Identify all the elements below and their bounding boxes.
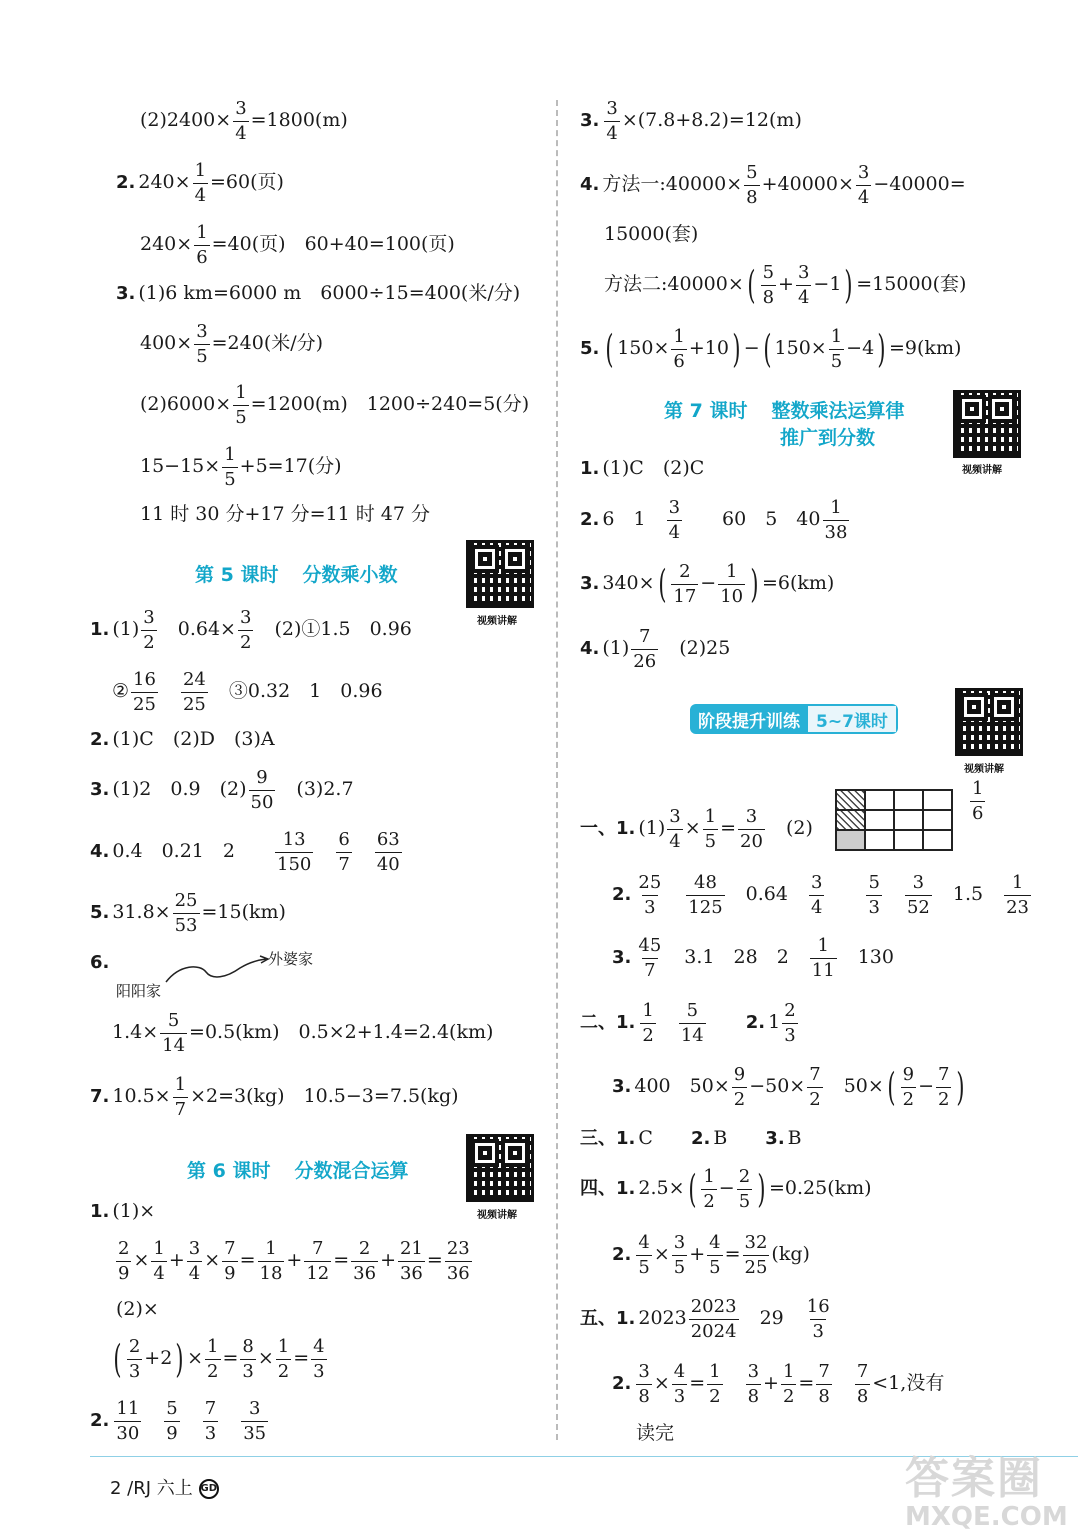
answer-line: 2. $\frac{25}{3}$ $\frac{48}{125}$ 0.64 $\frac{3}{4}$ $\frac{5}{3}$ $\frac{3}{52}$ 1.5 $\frac{1}{23}$: [612, 871, 1029, 918]
answer-line: 1. (1)C (2)C: [580, 457, 705, 479]
fraction-grid-diagram: [835, 789, 953, 851]
answer-line: $\frac{2}{9}$ × $\frac{1}{4}$ + $\frac{3}{4}$ × $\frac{7}{9}$ = $\frac{1}{18}$ + $\frac{7}{12}$ = $\frac{2}{36}$ + $\frac{21}{36}$ = $\frac{23}{36}$: [118, 1237, 470, 1284]
qr-label: 视频讲解: [964, 764, 1004, 775]
qr-code-icon[interactable]: [953, 390, 1021, 458]
watermark: 答案圈 MXQE.COM: [905, 1453, 1068, 1532]
answer-line: 4. 0.4 0.21 2 $\frac{13}{150}$ $\frac{6}{7}$ $\frac{63}{40}$: [90, 828, 400, 875]
qr-label: 视频讲解: [962, 465, 1002, 476]
answer-line: 15000(套): [604, 223, 699, 245]
answer-line: 3. $\frac{3}{4}$ ×(7.8+8.2)=12(m): [580, 97, 802, 144]
answer-fraction: $\frac{1}{6}$: [972, 777, 984, 824]
section-title-lesson6: 第 6 课时 分数混合运算: [187, 1160, 409, 1182]
answer-line: (2)6000× $\frac{1}{5}$ =1200(m) 1200÷240=5(分): [140, 381, 530, 428]
answer-line: 2. (1)C (2)D (3)A: [90, 728, 275, 750]
answer-line: 3. $\frac{45}{7}$ 3.1 28 2 $\frac{1}{11}$ 130: [612, 934, 894, 981]
answer-line: 15−15× $\frac{1}{5}$ +5=17(分): [140, 443, 342, 490]
route-start-label: 阳阳家: [116, 982, 162, 1000]
answer-line: (2)2400× $\frac{3}{4}$ =1800(m): [140, 97, 348, 144]
answer-line: 1.4× $\frac{5}{14}$ =0.5(km) 0.5×2+1.4=2.4(km): [112, 1009, 494, 1056]
section-title-lesson5: 第 5 课时 分数乘小数: [195, 564, 398, 586]
route-end-label: 外婆家: [268, 950, 314, 968]
stage-training-banner: 阶段提升训练 5~7课时: [690, 704, 898, 734]
answer-line: 11 时 30 分+17 分=11 时 47 分: [140, 503, 431, 525]
answer-line: 3. 400 50× $\frac{9}{2}$ −50× $\frac{7}{2}$ 50×( $\frac{9}{2}$ − $\frac{7}{2}$ ): [612, 1063, 965, 1110]
qr-label: 视频讲解: [477, 616, 517, 627]
answer-line: 1. (1) $\frac{3}{2}$ 0.64× $\frac{3}{2}$ (2)①1.5 0.96: [90, 606, 412, 653]
answer-line: 2. $\frac{3}{8}$ × $\frac{4}{3}$ = $\frac{1}{2}$ $\frac{3}{8}$ + $\frac{1}{2}$ = $\frac{7}{8}$ $\frac{7}{8}$ <1,没有: [612, 1360, 945, 1407]
answer-line: 一、1. (1) $\frac{3}{4}$ × $\frac{1}{5}$ = $\frac{3}{20}$ (2): [580, 805, 813, 852]
answer-line: 5. 31.8× $\frac{25}{53}$ =15(km): [90, 889, 286, 936]
answer-line: 6.: [90, 952, 110, 973]
qr-code-icon[interactable]: [466, 1134, 534, 1202]
answer-line: 二、1. $\frac{1}{2}$ $\frac{5}{14}$ 2. 1 $\frac{2}{3}$: [580, 999, 796, 1046]
qr-label: 视频讲解: [477, 1210, 517, 1221]
answer-line: 2. 240× $\frac{1}{4}$ =60(页): [116, 159, 284, 206]
answer-line: 3. (1)6 km=6000 m 6000÷15=400(米/分): [116, 282, 521, 304]
answer-line: 2. $\frac{11}{30}$ $\frac{5}{9}$ $\frac{7}{3}$ $\frac{3}{35}$: [90, 1397, 267, 1444]
answer-line: 3. 340×( $\frac{2}{17}$ − $\frac{1}{10}$ ) =6(km): [580, 560, 835, 607]
answer-line: 7. 10.5× $\frac{1}{7}$ ×2=3(kg) 10.5−3=7.5(kg): [90, 1073, 459, 1120]
answer-line: 3. (1)2 0.9 (2) $\frac{9}{50}$ (3)2.7: [90, 766, 354, 813]
page-footer: [110, 1474, 219, 1500]
answer-line: 2. $\frac{4}{5}$ × $\frac{3}{5}$ + $\frac{4}{5}$ = $\frac{32}{25}$ (kg): [612, 1231, 810, 1278]
answer-line: 读完: [636, 1422, 675, 1444]
answer-line: (2)×: [116, 1298, 159, 1320]
answer-line: 4. (1) $\frac{7}{26}$ (2)25: [580, 625, 731, 672]
page-number: 2 /RJ 六上: [110, 1478, 193, 1499]
answer-line: 240× $\frac{1}{6}$ =40(页) 60+40=100(页): [140, 221, 455, 268]
column-divider: [556, 100, 558, 1440]
answer-line: ( $\frac{2}{3}$ +2) × $\frac{1}{2}$ = $\frac{8}{3}$ × $\frac{1}{2}$ = $\frac{4}{3}$: [113, 1335, 325, 1382]
qr-code-icon[interactable]: [466, 540, 534, 608]
answer-line: 五、1. 2023 $\frac{2023}{2024}$ 29 $\frac{16}{3}$: [580, 1295, 830, 1342]
answer-line: 4. 方法一:40000× $\frac{5}{8}$ +40000× $\frac{3}{4}$ −40000=: [580, 161, 966, 208]
answer-line: 400× $\frac{3}{5}$ =240(米/分): [140, 320, 324, 367]
section-title-lesson7: 第 7 课时 整数乘法运算律: [664, 400, 905, 422]
answer-line: 1. (1)×: [90, 1200, 156, 1222]
answer-line: 方法二:40000×( $\frac{5}{8}$ + $\frac{3}{4}$ −1) =15000(套): [604, 261, 967, 308]
answer-line: ② $\frac{16}{25}$ $\frac{24}{25}$ ③0.32 1 0.96: [112, 668, 383, 715]
answer-line: 三、1. C 2. B 3. B: [580, 1127, 802, 1149]
answer-line: 5. ( 150× $\frac{1}{6}$ +10) −( 150× $\frac{1}{5}$ −4) =9(km): [580, 325, 962, 372]
gd-badge-icon: GD: [199, 1479, 219, 1499]
section-title-lesson7-line2: 推广到分数: [780, 427, 876, 449]
answer-line: 2. 6 1 $\frac{3}{4}$ 60 5 40 $\frac{1}{38}$: [580, 496, 848, 543]
qr-code-icon[interactable]: [955, 688, 1023, 756]
answer-line: 四、1. 2.5×( $\frac{1}{2}$ − $\frac{2}{5}$ ) =0.25(km): [580, 1165, 872, 1212]
